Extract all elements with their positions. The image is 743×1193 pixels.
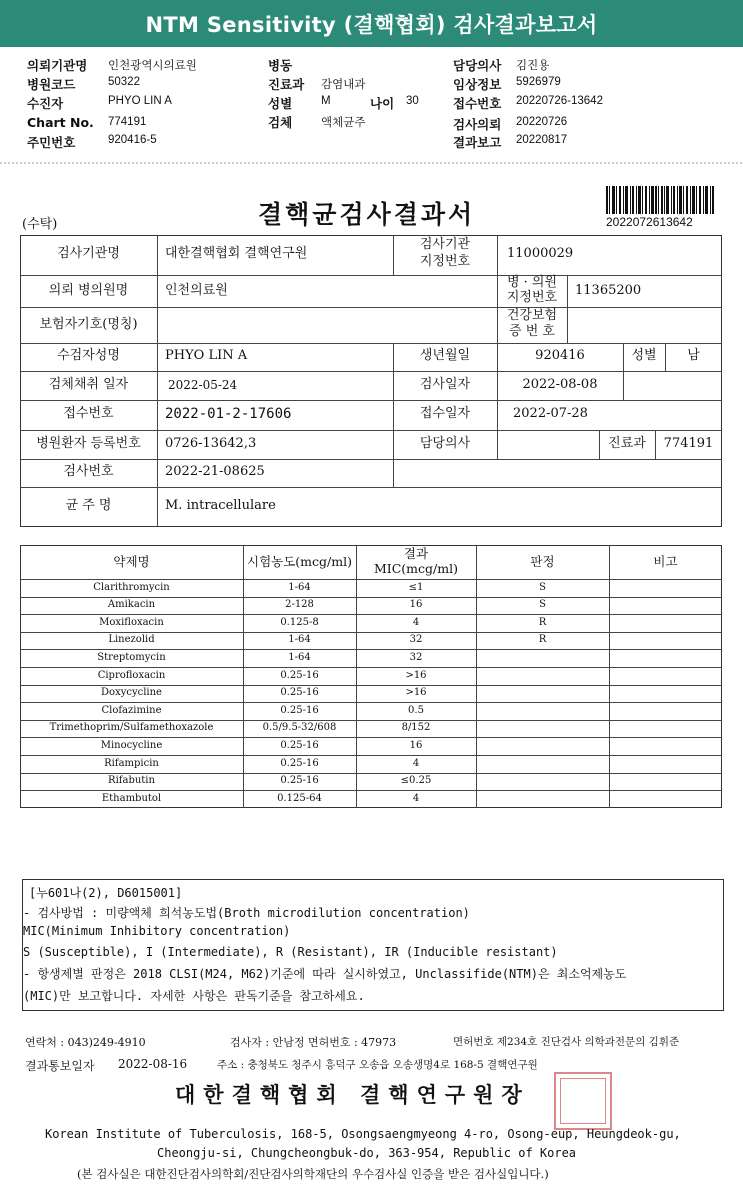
ward-label: 병동 [268, 58, 293, 73]
note-line: (MIC)만 보고합니다. 자세한 사항은 판독기준을 참고하세요. [23, 989, 365, 1003]
drug-name: Streptomycin [97, 651, 166, 663]
lab-code-label-2: 지정번호 [419, 254, 471, 269]
mic-value: 0.5 [408, 704, 424, 716]
mic-value: 4 [412, 757, 420, 769]
doc-label: 담당의사 [419, 436, 471, 451]
english-address-line-1: Korean Institute of Tuberculosis, 168-5, Osongsaengmyeong 4-ro, Osong-eup, Heungdeok-gu, [45, 1127, 681, 1141]
reg-label: 병원환자 등록번호 [36, 436, 141, 451]
code-value: 50322 [108, 76, 140, 88]
dept-value-cell: 774191 [663, 436, 714, 451]
drug-name: Ethambutol [101, 792, 162, 804]
drug-name: Trimethoprim/Sulfamethoxazole [49, 722, 214, 734]
test-concentration: 0.125-8 [280, 616, 319, 628]
mic-value: >16 [405, 687, 427, 699]
notify-label: 결과통보일자 [25, 1059, 95, 1073]
english-address-line-2: Cheongju-si, Chungcheongbuk-do, 363-954, Republic of Korea [157, 1146, 577, 1160]
drug-table-row-rule [20, 685, 722, 686]
org-label: 균 주 명 [65, 498, 112, 513]
contact-phone: 연락처 : 043)249-4910 [25, 1036, 146, 1049]
lab-code-label-1: 검사기관 [419, 237, 471, 252]
sex-label-cell: 성별 [631, 348, 657, 363]
drug-table-col-rule [609, 545, 610, 808]
sex-label: 성별 [268, 96, 293, 111]
mic-value: 32 [409, 634, 423, 646]
drug-table-row-rule [20, 790, 722, 791]
specimen-value: 액체균주 [321, 117, 366, 129]
drug-table-row-rule [20, 632, 722, 633]
note-line: - 검사방법 : 미량액체 희석농도법(Broth microdilution concentration) [23, 906, 470, 920]
id-label: 주민번호 [27, 135, 76, 150]
official-seal-icon [554, 1072, 612, 1130]
drug-name: Doxycycline [101, 687, 162, 699]
subject-value: PHYO LIN A [165, 348, 248, 363]
test-date-value: 2022-08-08 [522, 377, 598, 392]
insured-label: 보험자기호(명칭) [39, 317, 138, 332]
specimen-label: 검체 [268, 115, 293, 130]
recv-value: 2022-07-28 [513, 406, 588, 421]
mic-value: 8/152 [401, 722, 431, 734]
accno-value: 2022-01-2-17606 [165, 406, 292, 422]
barcode-image [606, 186, 714, 214]
id-value: 920416-5 [108, 134, 157, 146]
lab-value: 대한결핵협회 결핵연구원 [165, 246, 308, 261]
test-concentration: 0.125-64 [277, 792, 322, 804]
test-concentration: 0.25-16 [280, 669, 319, 681]
test-concentration: 0.5/9.5-32/608 [262, 722, 337, 734]
drug-name: Clofazimine [101, 704, 162, 716]
header-mic-2: MIC(mcg/ml) [374, 561, 458, 576]
test-concentration: 0.25-16 [280, 704, 319, 716]
lab-label: 검사기관명 [57, 246, 120, 261]
test-concentration: 0.25-16 [280, 757, 319, 769]
clinical-label: 임상정보 [453, 77, 502, 92]
report-date: 20220817 [516, 134, 568, 146]
header-mic-1: 결과 [403, 546, 429, 561]
barcode-number: 2022072613642 [606, 215, 693, 229]
recv-label: 접수일자 [419, 406, 471, 421]
report-header-title: NTM Sensitivity (결핵협회) 검사결과보고서 [0, 0, 743, 47]
chart-value: 774191 [108, 116, 147, 128]
sex-value-cell: 남 [687, 348, 700, 363]
code-label: 병원코드 [27, 77, 76, 92]
request-label: 검사의뢰 [453, 117, 502, 132]
doctor-label: 담당의사 [453, 58, 502, 73]
request-date: 20220726 [516, 116, 568, 128]
mic-value: 4 [412, 792, 420, 804]
interpretation: S [539, 581, 546, 593]
certification-note: (본 검사실은 대한진단검사의학회/진단검사의학재단의 우수검사실 인증을 받은 검사실입니다.) [77, 1167, 549, 1181]
reg-value: 0726-13642,3 [165, 436, 257, 451]
dotted-separator [0, 162, 743, 164]
report-title: 결핵균검사결과서 [258, 200, 476, 229]
drug-table-row-rule [20, 720, 722, 721]
accession-label: 접수번호 [453, 96, 502, 111]
drug-table-row-rule [20, 773, 722, 774]
drug-name: Minocycline [100, 739, 163, 751]
age-value: 30 [406, 95, 419, 107]
subject-label: 수검자성명 [57, 348, 120, 363]
mic-value: 4 [412, 616, 420, 628]
test-concentration: 0.25-16 [280, 775, 319, 787]
patient-value: PHYO LIN A [108, 95, 172, 107]
accession-value: 20220726-13642 [516, 95, 603, 107]
nhis-label-2: 증 번 호 [509, 324, 555, 339]
director-signature: 대한결핵협회 결핵연구원장 [175, 1082, 530, 1107]
accno-label: 접수번호 [63, 406, 114, 421]
hosp-code-value: 11365200 [575, 283, 642, 298]
patient-label: 수진자 [27, 96, 64, 111]
drug-table-row-rule [20, 702, 722, 703]
drug-name: Rifampicin [104, 757, 159, 769]
lab-address: 주소 : 충청북도 청주시 흥덕구 오송읍 오송생명4로 168-5 결핵연구원 [217, 1059, 538, 1071]
hosp-code-label-2: 지정번호 [506, 290, 558, 305]
note-line: S (Susceptible), I (Intermediate), R (Resistant), IR (Inducible resistant) [23, 945, 558, 959]
nhis-label-1: 건강보험 [506, 308, 558, 323]
test-concentration: 2-128 [285, 599, 314, 611]
mic-value: >16 [405, 669, 427, 681]
notify-date: 2022-08-16 [118, 1057, 188, 1071]
header-interpretation: 판정 [530, 554, 555, 569]
drug-table-row-rule [20, 755, 722, 756]
interpretation: R [538, 634, 547, 646]
interpretation: S [539, 599, 546, 611]
drug-table-row-rule [20, 579, 722, 580]
dob-label: 생년월일 [419, 348, 471, 363]
test-concentration: 1-64 [288, 581, 311, 593]
req-hosp-label: 의뢰 병의원명 [48, 283, 129, 298]
drug-table-row-rule [20, 667, 722, 668]
header-remark: 비고 [653, 554, 678, 569]
testno-value: 2022-21-08625 [165, 464, 265, 479]
drug-table-row-rule [20, 597, 722, 598]
interpretation: R [538, 616, 547, 628]
test-date-label: 검사일자 [419, 377, 471, 392]
mic-value: ≤0.25 [400, 775, 432, 787]
method-notes-box [22, 879, 724, 1011]
collect-label: 검체채취 일자 [48, 377, 129, 392]
drug-name: Moxifloxacin [99, 616, 164, 628]
drug-table-row-rule [20, 649, 722, 650]
org-value: M. intracellulare [165, 498, 276, 513]
note-line: MIC(Minimum Inhibitory concentration) [23, 924, 291, 938]
test-concentration: 1-64 [288, 651, 311, 663]
test-concentration: 0.25-16 [280, 739, 319, 751]
note-line: - 항생제별 판정은 2018 CLSI(M24, M62)기준에 따라 실시하였고, Unclassifide(NTM)은 최소억제농도 [23, 967, 627, 981]
drug-name: Clarithromycin [93, 581, 170, 593]
dept-label-cell: 진료과 [608, 436, 646, 451]
mic-value: 16 [409, 599, 423, 611]
test-concentration: 1-64 [288, 634, 311, 646]
req-hosp-value: 인천의료원 [165, 283, 228, 298]
drug-name: Rifabutin [108, 775, 155, 787]
header-drug: 약제명 [113, 554, 150, 569]
hospital-value: 인천광역시의료원 [108, 60, 197, 72]
clinical-value: 5926979 [516, 76, 561, 88]
sex-value: M [321, 95, 331, 107]
drug-table-row-rule [20, 614, 722, 615]
dept-value: 감염내과 [321, 79, 366, 91]
age-label: 나이 [370, 96, 395, 111]
chart-label: Chart No. [27, 115, 94, 130]
testno-label: 검사번호 [63, 464, 114, 479]
patient-info-block [0, 50, 743, 150]
test-concentration: 0.25-16 [280, 687, 319, 699]
mic-value: 16 [409, 739, 423, 751]
drug-name: Ciprofloxacin [97, 669, 166, 681]
tester-info: 검사자 : 안남정 면허번호 : 47973 [230, 1036, 397, 1049]
drug-table-row-rule [20, 737, 722, 738]
collect-value: 2022-05-24 [168, 378, 238, 392]
receipt-tag: (수탁) [22, 217, 58, 232]
lab-code-value: 11000029 [507, 246, 574, 261]
drug-name: Amikacin [107, 599, 156, 611]
mic-value: 32 [409, 651, 423, 663]
header-concentration: 시험농도(mcg/ml) [247, 554, 352, 569]
doctor-value: 김진용 [516, 60, 550, 72]
hospital-label: 의뢰기관명 [27, 58, 88, 73]
note-line: [누601나(2), D6015001] [29, 886, 183, 900]
mic-value: ≤1 [408, 581, 424, 593]
report-label: 결과보고 [453, 135, 502, 150]
dept-label: 진료과 [268, 77, 305, 92]
hosp-code-label-1: 병 · 의원 [506, 275, 558, 290]
specialist-info: 면허번호 제234호 진단검사 의학과전문의 김휘준 [453, 1036, 680, 1048]
drug-name: Linezolid [108, 634, 155, 646]
dob-value: 920416 [535, 348, 585, 363]
